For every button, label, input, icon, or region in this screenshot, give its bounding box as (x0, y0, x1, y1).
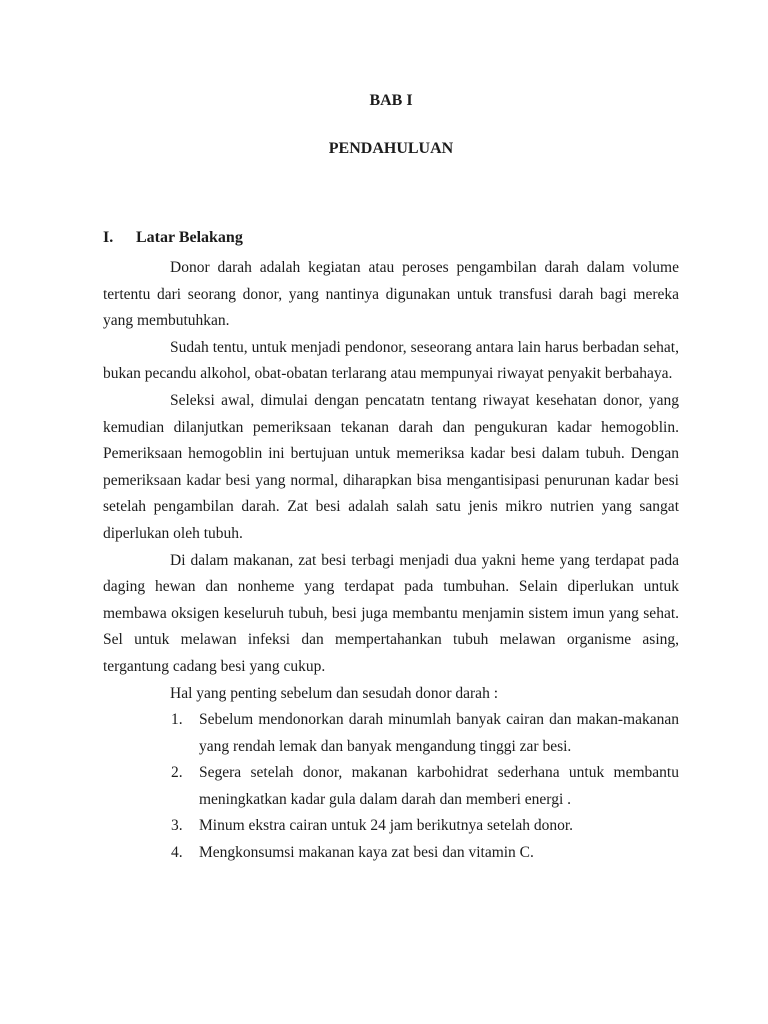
chapter-title: BAB I (369, 92, 413, 109)
numbered-list (171, 707, 679, 867)
list-item-number: 3. (171, 817, 183, 835)
body-text (103, 255, 679, 707)
paragraph: Sudah tentu, untuk menjadi pendonor, seseorang antara lain harus berbadan sehat, bukan pecandu alkohol, obat-obatan terlarang atau mempunyai riwayat penyakit berbahaya. (103, 338, 679, 383)
list-item (171, 707, 679, 760)
chapter-subtitle: PENDAHULUAN (328, 140, 454, 157)
paragraph: Donor darah adalah kegiatan atau peroses pengambilan darah dalam volume tertentu dari seorang donor, yang nantinya digunakan untuk transfusi darah bagi mereka yang membutuhkan. (103, 259, 679, 330)
paragraph-list-lead: Hal yang penting sebelum dan sesudah donor darah : (170, 684, 498, 702)
list-item-text: Mengkonsumsi makanan kaya zat besi dan vitamin C. (199, 844, 534, 862)
list-item (171, 760, 679, 813)
section-title: Latar Belakang (136, 229, 243, 246)
section-heading (103, 227, 679, 248)
list-item-text: Minum ekstra cairan untuk 24 jam berikutnya setelah donor. (199, 817, 574, 835)
paragraph: Di dalam makanan, zat besi terbagi menjadi dua yakni heme yang terdapat pada daging hewan dan nonheme yang terdapat pada tumbuhan. Selain diperlukan untuk membawa oksigen keseluruh tubuh, besi juga membantu menjamin sistem imun yang sehat. Sel untuk melawan infeksi dan mempertahankan tubuh melawan organisme asing, tergantung cadang besi yang cukup. (103, 551, 679, 675)
list-item-number: 1. (171, 711, 183, 729)
list-item-number: 4. (171, 844, 183, 862)
paragraph: Seleksi awal, dimulai dengan pencatatn tentang riwayat kesehatan donor, yang kemudian dilanjutkan pemeriksaan tekanan darah dan pengukuran kadar hemogoblin. Pemeriksaan hemogoblin ini bertujuan untuk memeriksa kadar besi dalam tubuh. Dengan pemeriksaan kadar besi yang normal, diharapkan bisa mengantisipasi penurunan kadar besi setelah pengambilan darah. Zat besi adalah salah satu jenis mikro nutrien yang sangat diperlukan oleh tubuh. (103, 391, 679, 542)
document-content (103, 90, 679, 867)
section-numeral: I. (103, 229, 114, 246)
list-item (171, 813, 679, 840)
list-item (171, 840, 679, 867)
list-item-text: Segera setelah donor, makanan karbohidrat sederhana untuk membantu meningkatkan kadar gula dalam darah dan memberi energi . (199, 764, 679, 808)
list-item-number: 2. (171, 764, 183, 782)
list-item-text: Sebelum mendonorkan darah minumlah banyak cairan dan makan-makanan yang rendah lemak dan banyak mengandung tinggi zar besi. (199, 711, 679, 755)
